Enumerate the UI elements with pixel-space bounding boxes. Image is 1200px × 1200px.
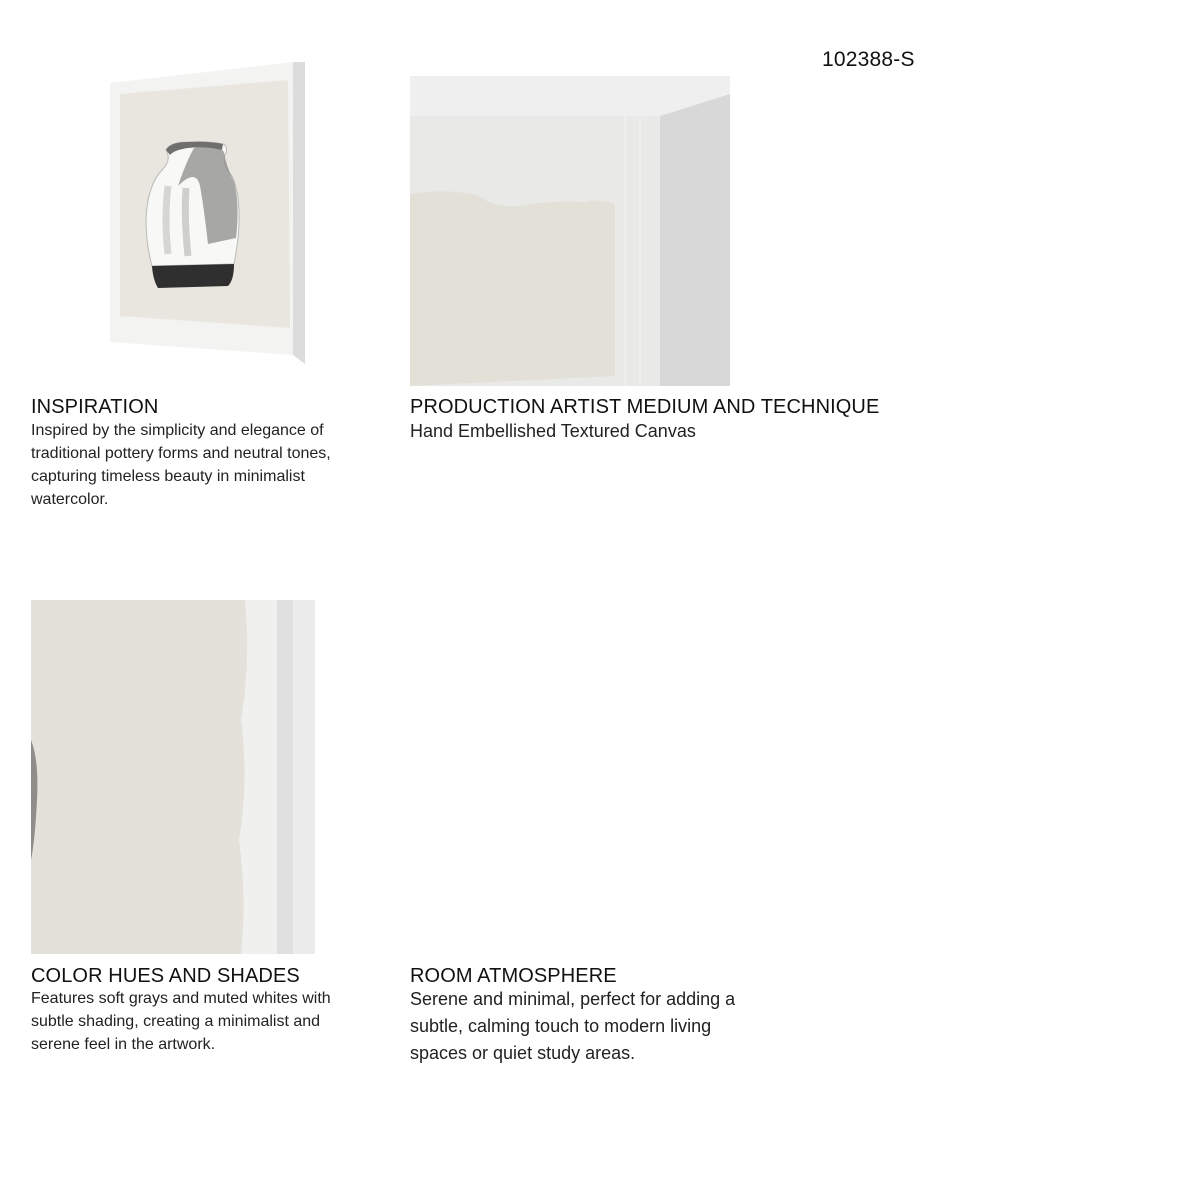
artwork-edge-detail-image	[31, 600, 315, 954]
artwork-full-image	[108, 58, 308, 368]
room-atmosphere-body: Serene and minimal, perfect for adding a subtle, calming touch to modern living spaces or quiet study areas.	[410, 989, 736, 1063]
color-hues-title: COLOR HUES AND SHADES	[31, 965, 300, 987]
inspiration-body: Inspired by the simplicity and elegance of traditional pottery forms and neutral tones, capturing timeless beauty in minimalist watercolor.	[31, 422, 331, 508]
room-atmosphere-title: ROOM ATMOSPHERE	[410, 965, 617, 987]
inspiration-title: INSPIRATION	[31, 396, 159, 418]
artwork-corner-detail-image	[410, 76, 732, 386]
product-sku: 102388-S	[822, 48, 915, 71]
production-title: PRODUCTION ARTIST MEDIUM AND TECHNIQUE	[410, 396, 880, 418]
production-body: Hand Embellished Textured Canvas	[410, 421, 696, 441]
color-hues-body: Features soft grays and muted whites with subtle shading, creating a minimalist and serene feel in the artwork.	[31, 990, 331, 1053]
